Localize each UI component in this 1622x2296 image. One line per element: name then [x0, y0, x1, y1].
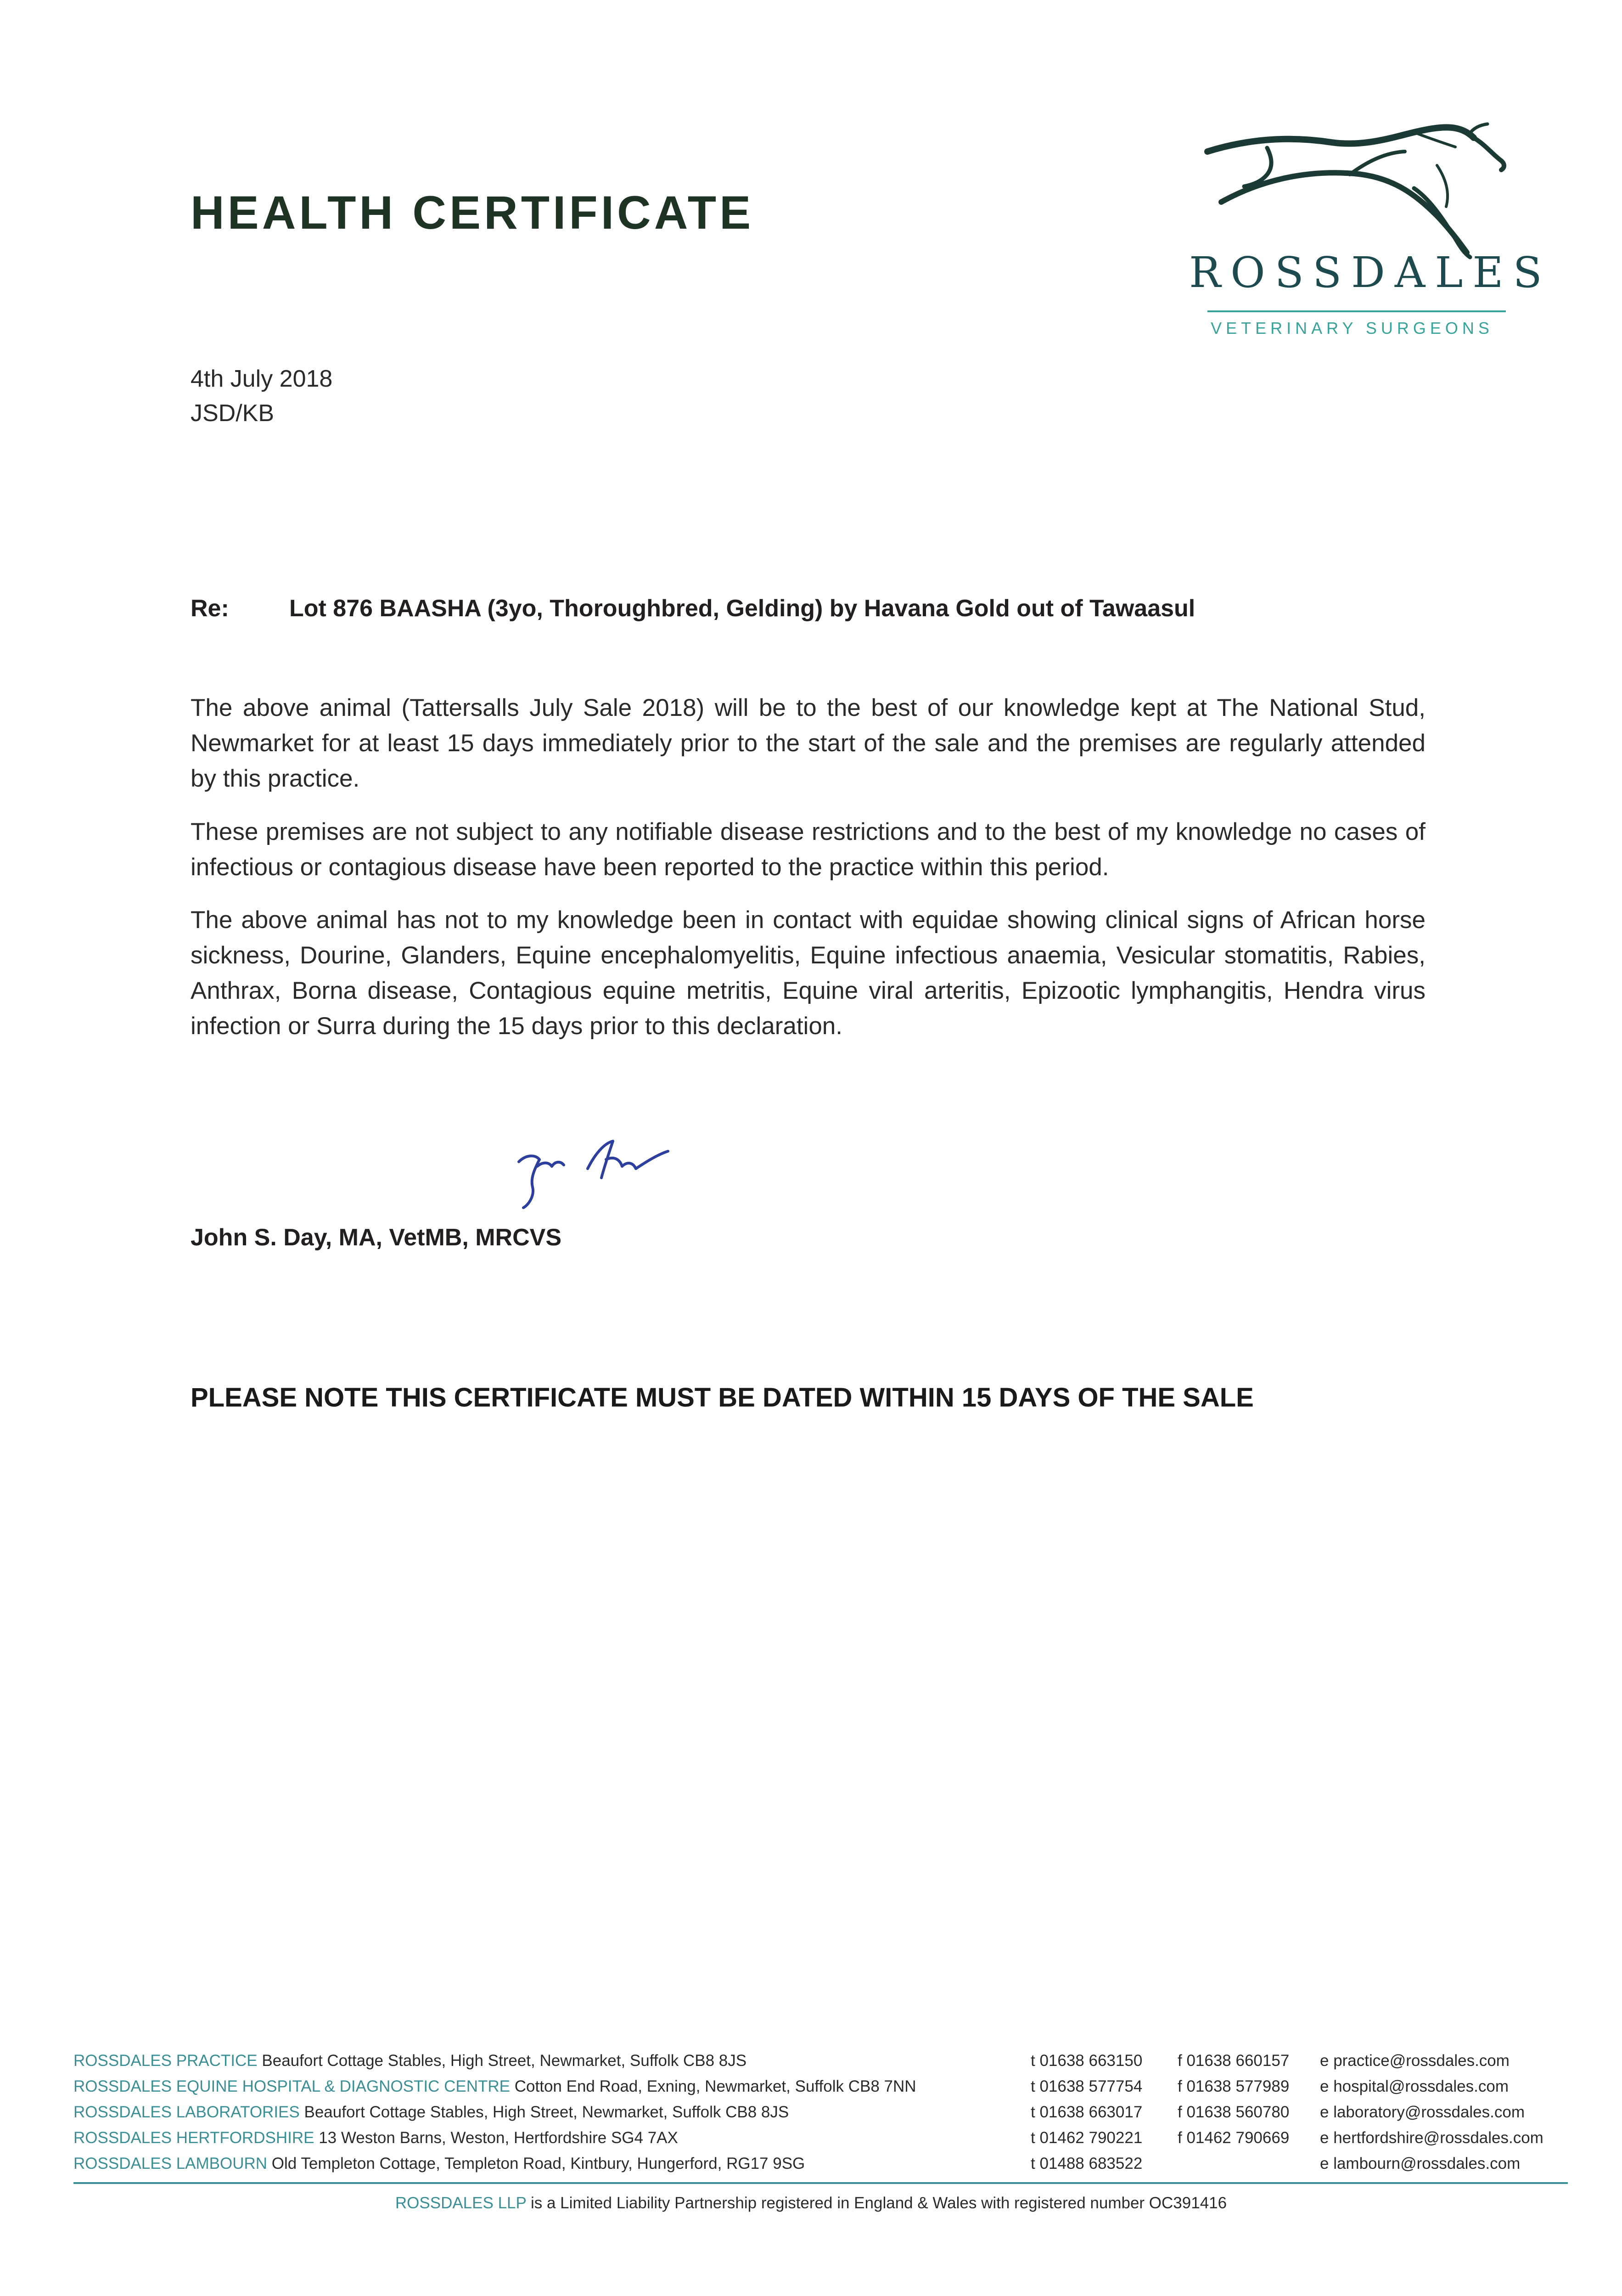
- office-email: e laboratory@rossdales.com: [1320, 2103, 1525, 2121]
- office-email: e hospital@rossdales.com: [1320, 2077, 1509, 2095]
- subject-line: Lot 876 BAASHA (3yo, Thoroughbred, Gelding) by Havana Gold out of Tawaasul: [289, 595, 1195, 622]
- footer-office-row: [73, 2052, 1510, 2077]
- galloping-horse-icon: [1198, 106, 1515, 349]
- office-fax: f 01462 790669: [1178, 2129, 1290, 2147]
- office-name: ROSSDALES LABORATORIES: [73, 2103, 300, 2121]
- office-email: e hertfordshire@rossdales.com: [1320, 2129, 1543, 2147]
- reference-code: JSD/KB: [191, 400, 275, 427]
- subject-label: Re:: [191, 595, 229, 622]
- office-address: 13 Weston Barns, Weston, Hertfordshire SG4 7AX: [319, 2129, 678, 2147]
- office-name: ROSSDALES LAMBOURN: [73, 2155, 268, 2172]
- office-telephone: t 01638 663150: [1031, 2052, 1143, 2070]
- body-paragraph: The above animal (Tattersalls July Sale 2018) will be to the best of our knowledge kept at The National Stud, Newmarket for at least 15 days immediately prior to the start of the sale and the premises are regularly attended by this practice.: [191, 694, 1426, 792]
- letter-date: 4th July 2018: [191, 366, 333, 392]
- office-email: e practice@rossdales.com: [1320, 2052, 1510, 2070]
- logo-subtitle: VETERINARY SURGEONS: [1211, 319, 1493, 338]
- office-address: Old Templeton Cottage, Templeton Road, Kintbury, Hungerford, RG17 9SG: [271, 2155, 805, 2172]
- logo-name: ROSSDALES: [1189, 248, 1552, 297]
- footer-office-row: [73, 2103, 1525, 2129]
- office-address: Cotton End Road, Exning, Newmarket, Suffolk CB8 7NN: [514, 2077, 916, 2095]
- office-email: e lambourn@rossdales.com: [1320, 2155, 1521, 2172]
- footer-divider: [73, 2182, 1568, 2184]
- office-name: ROSSDALES EQUINE HOSPITAL & DIAGNOSTIC CENTRE: [73, 2077, 511, 2095]
- office-telephone: t 01638 577754: [1031, 2077, 1143, 2095]
- office-telephone: t 01462 790221: [1031, 2129, 1143, 2147]
- footer-office-row: [73, 2077, 1509, 2103]
- office-telephone: t 01488 683522: [1031, 2155, 1143, 2172]
- handwritten-signature-icon: [510, 1123, 716, 1215]
- office-fax: f 01638 577989: [1178, 2077, 1290, 2095]
- footer-office-row: [73, 2129, 1543, 2155]
- office-name: ROSSDALES HERTFORDSHIRE: [73, 2129, 314, 2147]
- office-telephone: t 01638 663017: [1031, 2103, 1143, 2121]
- body-paragraph: These premises are not subject to any notifiable disease restrictions and to the best of my knowledge no cases of infectious or contagious disease have been reported to the practice within this period.: [191, 818, 1426, 881]
- dating-notice: PLEASE NOTE THIS CERTIFICATE MUST BE DATED WITHIN 15 DAYS OF THE SALE: [191, 1383, 1254, 1412]
- office-address: Beaufort Cottage Stables, High Street, Newmarket, Suffolk CB8 8JS: [304, 2103, 789, 2121]
- page-title: HEALTH CERTIFICATE: [191, 186, 754, 239]
- legal-entity-name: ROSSDALES LLP: [395, 2194, 527, 2212]
- office-name: ROSSDALES PRACTICE: [73, 2052, 258, 2070]
- legal-registration-text: is a Limited Liability Partnership registered in England & Wales with registered number OC391416: [530, 2194, 1227, 2212]
- footer-office-row: [73, 2155, 1521, 2180]
- logo-divider: [1207, 310, 1506, 312]
- office-fax: f 01638 560780: [1178, 2103, 1290, 2121]
- legal-notice: [0, 2194, 1622, 2212]
- body-paragraph: The above animal has not to my knowledge been in contact with equidae showing clinical signs of African horse sickness, Dourine, Glanders, Equine encephalomyelitis, Equine infectious anaemia, Vesicular stomatitis, Rabies, Anthrax, Borna disease, Contagious equine metritis, Equine viral arteritis, Epizootic lymphangitis, Hendra virus infection or Surra during the 15 days prior to this declaration.: [191, 906, 1426, 1040]
- office-fax: f 01638 660157: [1178, 2052, 1290, 2070]
- office-address: Beaufort Cottage Stables, High Street, Newmarket, Suffolk CB8 8JS: [262, 2052, 747, 2070]
- signatory-name: John S. Day, MA, VetMB, MRCVS: [191, 1224, 562, 1251]
